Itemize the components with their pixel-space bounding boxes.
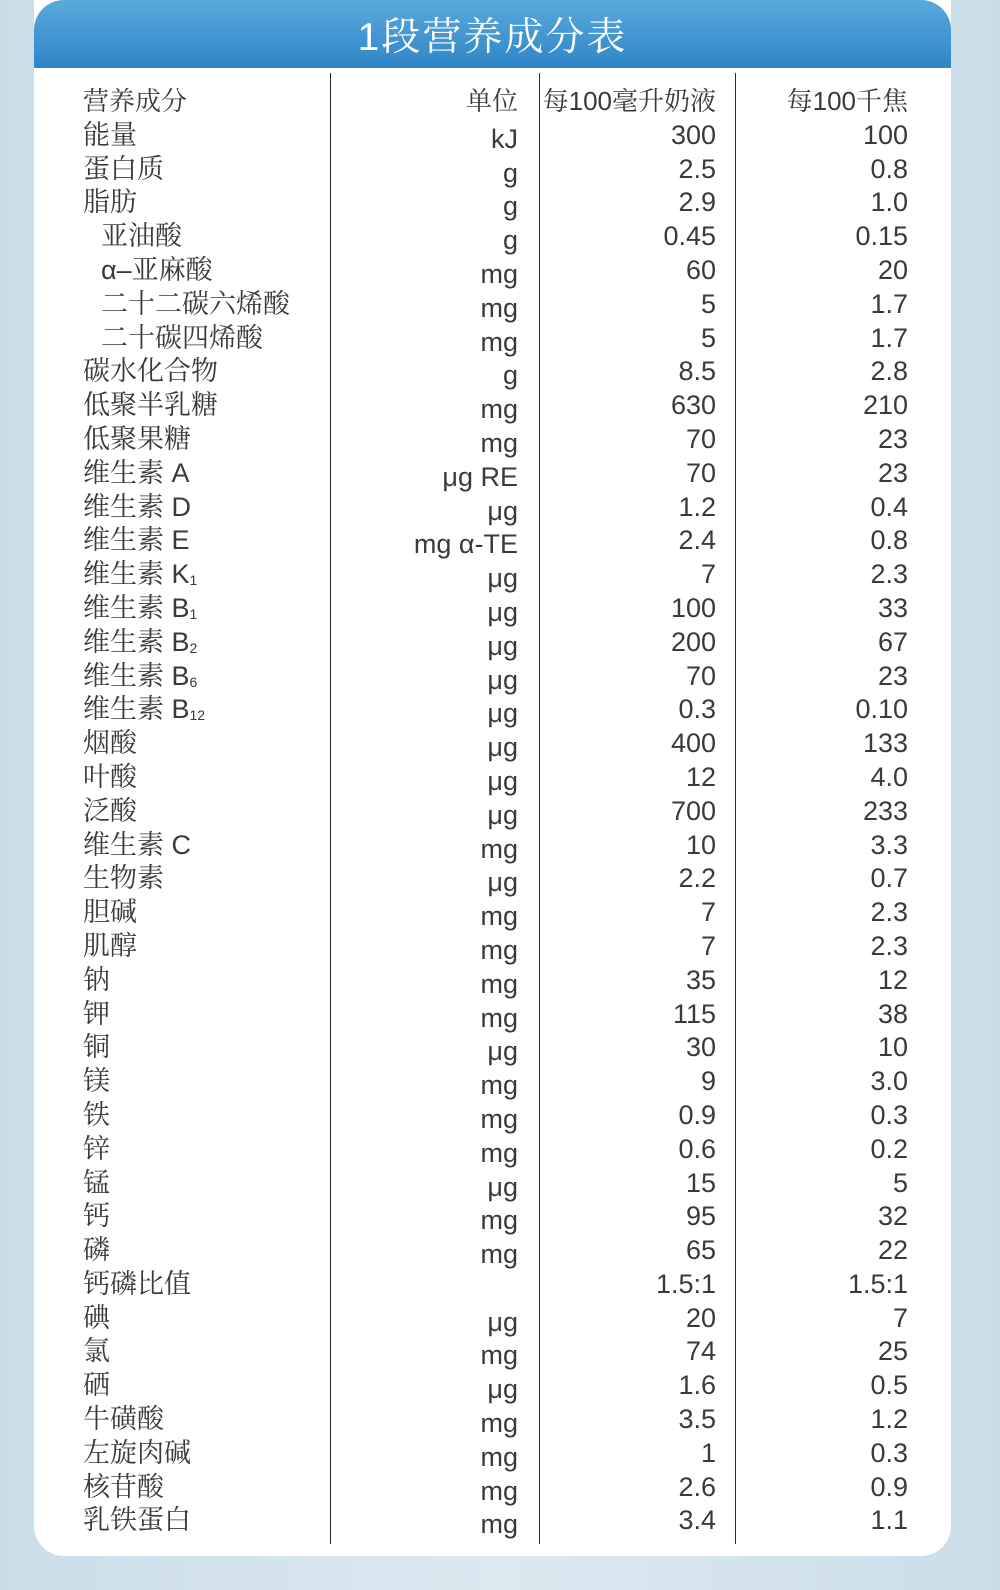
unit-cell: mg <box>480 901 518 932</box>
nutrient-name <box>83 998 110 1032</box>
table-row <box>0 1268 1000 1302</box>
per-100kj-cell: 0.15 <box>855 221 908 252</box>
nutrient-name <box>83 1065 110 1099</box>
nutrient-name <box>83 558 197 596</box>
per-100kj-cell: 7 <box>892 1302 908 1333</box>
unit-cell: μg <box>487 1306 518 1337</box>
nutrient-name <box>83 795 137 829</box>
unit-cell: mg <box>480 394 518 425</box>
unit-cell: mg <box>480 1205 518 1236</box>
table-row <box>0 288 1000 322</box>
per-100ml-cell: 8.5 <box>678 356 716 387</box>
per-100kj-cell: 3.3 <box>870 829 908 860</box>
nutrient-name <box>83 389 218 423</box>
table-row <box>0 355 1000 389</box>
per-100kj-cell: 0.3 <box>870 1437 908 1468</box>
table-row <box>0 1167 1000 1201</box>
per-100kj-cell: 0.9 <box>870 1471 908 1502</box>
per-100kj-cell: 5 <box>892 1167 908 1198</box>
nutrient-name <box>83 1437 191 1471</box>
per-100kj-cell: 22 <box>877 1235 908 1266</box>
table-row <box>0 795 1000 829</box>
table-row <box>0 1234 1000 1268</box>
per-100kj-cell: 10 <box>877 1032 908 1063</box>
nutrient-name <box>83 491 191 525</box>
unit-cell: μg <box>487 630 518 661</box>
nutrient-name-text: 镁 <box>83 1066 110 1097</box>
per-100ml-cell: 2.9 <box>678 187 716 218</box>
nutrient-name <box>83 153 164 187</box>
per-100ml-cell: 20 <box>685 1302 716 1333</box>
nutrient-name <box>83 1504 191 1538</box>
table-row <box>0 693 1000 727</box>
table-row <box>0 829 1000 863</box>
table-row <box>0 389 1000 423</box>
per-100kj-cell: 0.7 <box>870 863 908 894</box>
nutrient-name-subscript: 6 <box>189 673 198 690</box>
nutrient-name-text: 蛋白质 <box>83 153 164 184</box>
per-100kj-cell: 0.4 <box>870 491 908 522</box>
unit-cell: μg <box>487 799 518 830</box>
table-row <box>0 1471 1000 1505</box>
per-100ml-cell: 70 <box>685 660 716 691</box>
nutrient-name-text: 维生素 A <box>83 457 190 488</box>
per-100kj-cell: 23 <box>877 660 908 691</box>
nutrient-name-text: 铁 <box>83 1099 110 1130</box>
table-row <box>0 558 1000 592</box>
table-row <box>0 524 1000 558</box>
per-100kj-cell: 4.0 <box>870 761 908 792</box>
nutrient-name-text: 维生素 B <box>83 592 190 623</box>
nutrient-name <box>83 727 137 761</box>
table-row <box>0 119 1000 153</box>
nutrient-name-text: 能量 <box>83 119 137 150</box>
nutrient-name <box>83 423 191 457</box>
nutrient-name <box>83 186 137 220</box>
nutrient-name-text: 维生素 D <box>83 491 191 522</box>
unit-cell: μg <box>487 867 518 898</box>
per-100ml-cell: 630 <box>670 390 716 421</box>
nutrient-name-text: 锌 <box>83 1133 110 1164</box>
per-100kj-cell: 3.0 <box>870 1066 908 1097</box>
unit-cell: mg <box>480 326 518 357</box>
nutrient-name <box>83 626 197 664</box>
unit-cell: mg <box>480 1070 518 1101</box>
nutrient-name <box>83 1031 110 1065</box>
nutrient-name-text: 维生素 B <box>83 626 190 657</box>
per-100kj-cell: 0.8 <box>870 153 908 184</box>
per-100ml-cell: 0.6 <box>678 1133 716 1164</box>
nutrient-name <box>83 1335 110 1369</box>
table-row <box>0 998 1000 1032</box>
nutrient-name-text: 生物素 <box>83 863 164 894</box>
nutrient-name-text: 维生素 E <box>83 525 190 556</box>
per-100ml-cell: 10 <box>685 829 716 860</box>
unit-cell: μg <box>487 1171 518 1202</box>
table-row <box>0 1437 1000 1471</box>
nutrient-name-text: 泛酸 <box>83 795 137 826</box>
per-100ml-cell: 7 <box>700 897 716 928</box>
unit-cell: mg <box>480 1509 518 1540</box>
per-100ml-cell: 2.5 <box>678 153 716 184</box>
per-100ml-cell: 2.6 <box>678 1471 716 1502</box>
per-100ml-cell: 15 <box>685 1167 716 1198</box>
table-row <box>0 964 1000 998</box>
per-100kj-cell: 0.3 <box>870 1099 908 1130</box>
per-100ml-cell: 115 <box>672 998 716 1029</box>
nutrient-name <box>83 1471 164 1505</box>
unit-cell: g <box>502 191 518 222</box>
unit-cell: mg <box>480 833 518 864</box>
nutrient-name-text: 硒 <box>83 1370 110 1401</box>
nutrient-name <box>101 288 290 322</box>
per-100kj-cell: 23 <box>877 457 908 488</box>
nutrient-name <box>83 119 137 153</box>
nutrient-name <box>101 254 213 288</box>
nutrient-name <box>83 1302 110 1336</box>
per-100kj-cell: 0.5 <box>870 1370 908 1401</box>
per-100ml-cell: 700 <box>670 795 716 826</box>
nutrient-name-text: 牛磺酸 <box>83 1404 164 1435</box>
per-100kj-cell: 1.1 <box>870 1505 908 1536</box>
nutrient-name <box>83 1234 110 1268</box>
per-100ml-cell: 1.2 <box>678 491 716 522</box>
nutrient-name <box>83 524 190 558</box>
per-100kj-cell: 0.10 <box>855 694 908 725</box>
unit-cell: mg <box>480 1475 518 1506</box>
per-100ml-cell: 65 <box>685 1235 716 1266</box>
per-100ml-cell: 7 <box>700 559 716 590</box>
per-100ml-cell: 3.4 <box>678 1505 716 1536</box>
per-100ml-cell: 3.5 <box>678 1404 716 1435</box>
nutrient-name-text: 脂肪 <box>83 187 137 218</box>
unit-cell: mg <box>480 968 518 999</box>
unit-cell: mg α-TE <box>413 529 518 560</box>
column-header-unit: 单位 <box>465 86 518 116</box>
nutrient-name-text: 低聚果糖 <box>83 423 191 454</box>
unit-cell: mg <box>480 1441 518 1472</box>
nutrient-name <box>83 896 137 930</box>
unit-cell: μg <box>487 1036 518 1067</box>
per-100ml-cell: 1 <box>700 1437 716 1468</box>
nutrient-name <box>83 457 190 491</box>
per-100ml-cell: 70 <box>685 457 716 488</box>
nutrient-name <box>83 862 164 896</box>
nutrient-name <box>83 930 137 964</box>
unit-cell: mg <box>480 1002 518 1033</box>
per-100ml-cell: 70 <box>685 423 716 454</box>
nutrient-name-text: 乳铁蛋白 <box>83 1505 191 1536</box>
table-row <box>0 930 1000 964</box>
nutrient-name <box>83 1268 191 1302</box>
table-header-row <box>0 85 1000 119</box>
table-row <box>0 727 1000 761</box>
per-100ml-cell: 1.5:1 <box>655 1268 716 1299</box>
table-row <box>0 592 1000 626</box>
per-100kj-cell: 2.3 <box>870 897 908 928</box>
unit-cell: mg <box>480 1408 518 1439</box>
nutrient-name-text: 二十碳四烯酸 <box>101 322 263 353</box>
nutrient-name-text: 维生素 C <box>83 829 191 860</box>
per-100ml-cell: 7 <box>700 930 716 961</box>
nutrient-name-text: 左旋肉碱 <box>83 1437 191 1468</box>
unit-cell: g <box>502 225 518 256</box>
unit-cell: μg <box>487 664 518 695</box>
unit-cell: mg <box>480 1103 518 1134</box>
per-100kj-cell: 1.7 <box>870 288 908 319</box>
nutrient-name <box>83 693 205 731</box>
nutrient-name-subscript: 2 <box>189 639 198 656</box>
nutrient-name <box>83 355 218 389</box>
per-100kj-cell: 2.8 <box>870 356 908 387</box>
nutrient-name-text: 核苷酸 <box>83 1471 164 1502</box>
per-100kj-cell: 0.8 <box>870 525 908 556</box>
unit-cell: μg <box>487 596 518 627</box>
nutrient-name-text: 钙磷比值 <box>83 1268 191 1299</box>
per-100ml-cell: 95 <box>685 1201 716 1232</box>
per-100ml-cell: 74 <box>685 1336 716 1367</box>
unit-cell: kJ <box>491 123 518 154</box>
nutrient-name-text: 碳水化合物 <box>83 356 218 387</box>
nutrient-name-text: 肌醇 <box>83 930 137 961</box>
table-header-banner <box>34 0 951 68</box>
per-100ml-cell: 30 <box>685 1032 716 1063</box>
per-100kj-cell: 1.5:1 <box>847 1268 908 1299</box>
nutrient-name-text: 铜 <box>83 1032 110 1063</box>
per-100ml-cell: 2.2 <box>678 863 716 894</box>
per-100ml-cell: 5 <box>700 322 716 353</box>
nutrient-name-text: 叶酸 <box>83 761 137 792</box>
per-100ml-cell: 0.45 <box>663 221 716 252</box>
nutrient-name <box>83 1167 110 1201</box>
table-row <box>0 660 1000 694</box>
per-100kj-cell: 1.2 <box>870 1404 908 1435</box>
nutrient-name <box>83 592 197 630</box>
table-row <box>0 862 1000 896</box>
per-100kj-cell: 23 <box>877 423 908 454</box>
nutrient-name-text: 氯 <box>83 1336 110 1367</box>
table-row <box>0 322 1000 356</box>
nutrient-name <box>83 761 137 795</box>
table-row <box>0 761 1000 795</box>
column-header-per-100ml: 每100毫升奶液 <box>542 86 716 116</box>
nutrient-name-subscript: 1 <box>189 605 198 622</box>
nutrient-name <box>83 1369 110 1403</box>
table-row <box>0 254 1000 288</box>
per-100kj-cell: 133 <box>862 728 908 759</box>
unit-cell: mg <box>480 258 518 289</box>
nutrient-name-text: 二十二碳六烯酸 <box>101 288 290 319</box>
nutrient-name-text: 维生素 K <box>83 559 190 590</box>
column-header-per-100kj: 每100千焦 <box>786 86 908 116</box>
per-100ml-cell: 35 <box>685 964 716 995</box>
per-100ml-cell: 0.9 <box>678 1099 716 1130</box>
nutrient-name-text: 钾 <box>83 998 110 1029</box>
per-100kj-cell: 0.2 <box>870 1133 908 1164</box>
nutrient-name <box>101 220 182 254</box>
nutrient-name-text: 碘 <box>83 1302 110 1333</box>
nutrient-name-text: 亚油酸 <box>101 221 182 252</box>
unit-cell: μg <box>487 698 518 729</box>
nutrient-name <box>83 1200 110 1234</box>
unit-cell: mg <box>480 1239 518 1270</box>
per-100ml-cell: 60 <box>685 254 716 285</box>
per-100kj-cell: 12 <box>877 964 908 995</box>
per-100kj-cell: 100 <box>862 119 908 150</box>
per-100kj-cell: 67 <box>877 626 908 657</box>
nutrient-name <box>101 322 263 356</box>
per-100ml-cell: 12 <box>685 761 716 792</box>
unit-cell: μg <box>487 495 518 526</box>
per-100kj-cell: 2.3 <box>870 930 908 961</box>
per-100kj-cell: 38 <box>877 998 908 1029</box>
unit-cell: μg RE <box>442 461 518 492</box>
unit-cell: mg <box>480 292 518 323</box>
table-row <box>0 153 1000 187</box>
column-header-name: 营养成分 <box>83 86 188 116</box>
nutrient-name-text: α–亚麻酸 <box>101 254 213 285</box>
nutrient-name-text: 维生素 B <box>83 660 190 691</box>
page-title: 1段营养成分表 <box>357 16 628 59</box>
unit-cell: μg <box>487 1374 518 1405</box>
table-row <box>0 1302 1000 1336</box>
table-row <box>0 423 1000 457</box>
nutrient-name-text: 磷 <box>83 1235 110 1266</box>
nutrient-name-subscript: 12 <box>189 707 206 724</box>
nutrient-name <box>83 1099 110 1133</box>
unit-cell: μg <box>487 563 518 594</box>
unit-cell: μg <box>487 732 518 763</box>
per-100ml-cell: 300 <box>670 119 716 150</box>
table-row <box>0 186 1000 220</box>
unit-cell: mg <box>480 427 518 458</box>
per-100kj-cell: 33 <box>877 592 908 623</box>
per-100kj-cell: 233 <box>862 795 908 826</box>
unit-cell: g <box>502 157 518 188</box>
nutrient-name-text: 钙 <box>83 1201 110 1232</box>
per-100ml-cell: 9 <box>700 1066 716 1097</box>
unit-cell: g <box>502 360 518 391</box>
per-100kj-cell: 2.3 <box>870 559 908 590</box>
unit-cell: mg <box>480 1340 518 1371</box>
table-row <box>0 626 1000 660</box>
table-row <box>0 1099 1000 1133</box>
nutrient-name-subscript: 1 <box>189 572 198 589</box>
unit-cell: mg <box>480 1137 518 1168</box>
per-100kj-cell: 1.0 <box>870 187 908 218</box>
per-100kj-cell: 32 <box>877 1201 908 1232</box>
unit-cell: μg <box>487 765 518 796</box>
table-row <box>0 220 1000 254</box>
nutrient-name <box>83 1133 110 1167</box>
table-row <box>0 1065 1000 1099</box>
per-100ml-cell: 0.3 <box>678 694 716 725</box>
nutrient-name-text: 低聚半乳糖 <box>83 390 218 421</box>
table-row <box>0 1200 1000 1234</box>
nutrient-name <box>83 829 191 863</box>
table-row <box>0 1031 1000 1065</box>
per-100kj-cell: 25 <box>877 1336 908 1367</box>
nutrient-name-text: 锰 <box>83 1167 110 1198</box>
per-100ml-cell: 200 <box>670 626 716 657</box>
per-100kj-cell: 210 <box>862 390 908 421</box>
nutrient-name <box>83 660 197 698</box>
table-row <box>0 1133 1000 1167</box>
per-100kj-cell: 1.7 <box>870 322 908 353</box>
nutrient-name-text: 烟酸 <box>83 728 137 759</box>
table-row <box>0 1369 1000 1403</box>
table-row <box>0 1335 1000 1369</box>
nutrient-name-text: 钠 <box>83 964 110 995</box>
nutrition-table <box>0 85 1000 1538</box>
per-100ml-cell: 400 <box>670 728 716 759</box>
per-100ml-cell: 100 <box>670 592 716 623</box>
table-row <box>0 896 1000 930</box>
per-100ml-cell: 2.4 <box>678 525 716 556</box>
per-100ml-cell: 1.6 <box>678 1370 716 1401</box>
nutrient-name <box>83 1403 164 1437</box>
table-row <box>0 1504 1000 1538</box>
table-row <box>0 491 1000 525</box>
table-row <box>0 457 1000 491</box>
nutrient-name <box>83 964 110 998</box>
table-row <box>0 1403 1000 1437</box>
nutrient-name-text: 维生素 B <box>83 694 190 725</box>
nutrient-name-text: 胆碱 <box>83 897 137 928</box>
per-100kj-cell: 20 <box>877 254 908 285</box>
unit-cell: mg <box>480 934 518 965</box>
per-100ml-cell: 5 <box>700 288 716 319</box>
